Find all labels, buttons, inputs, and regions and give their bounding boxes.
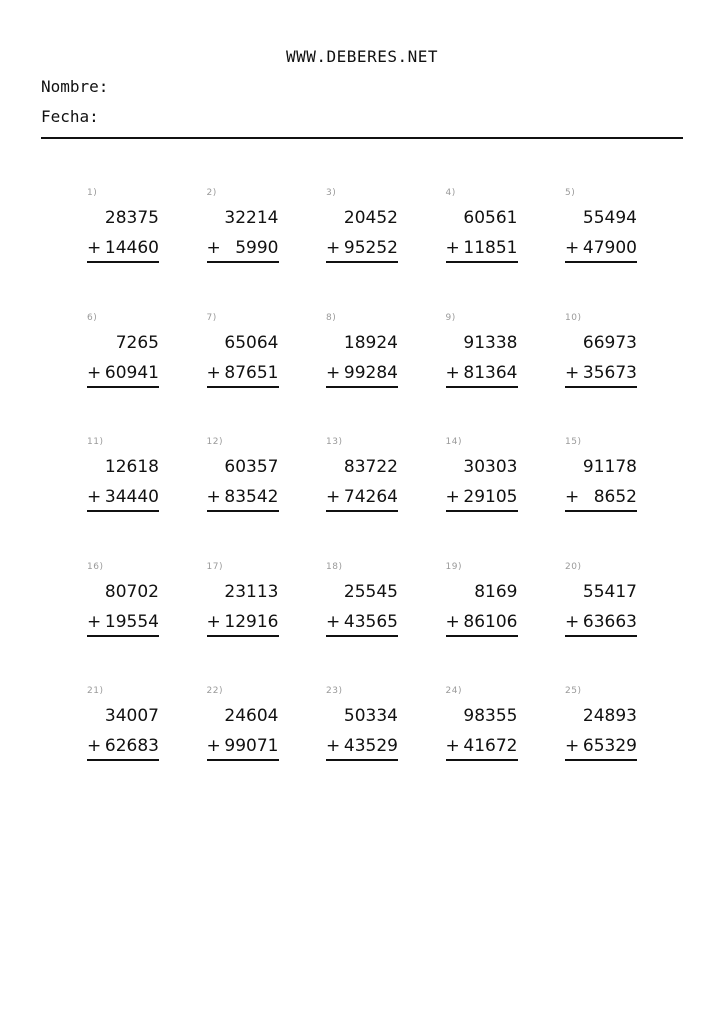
addition-problem bbox=[326, 313, 398, 393]
addition-problem bbox=[565, 562, 637, 642]
second-addend-row bbox=[565, 238, 637, 258]
sum-line bbox=[87, 386, 159, 388]
first-addend: 50334 bbox=[343, 706, 398, 726]
first-addend: 98355 bbox=[463, 706, 518, 726]
plus-sign: + bbox=[565, 611, 580, 632]
second-addend-row bbox=[207, 487, 279, 507]
problem-number: 19) bbox=[445, 561, 462, 572]
problem-number: 25) bbox=[565, 686, 582, 696]
plus-sign: + bbox=[206, 487, 221, 507]
second-addend: 86106 bbox=[463, 611, 518, 632]
problem-number: 9) bbox=[445, 312, 456, 323]
problem-number: 1) bbox=[87, 188, 98, 198]
sum-line bbox=[87, 510, 159, 512]
second-addend-row bbox=[207, 736, 279, 756]
problem-number: 10) bbox=[565, 312, 582, 323]
addition-problem bbox=[207, 188, 279, 268]
second-addend-row bbox=[446, 612, 518, 632]
addition-problem bbox=[87, 188, 159, 268]
first-addend: 83722 bbox=[343, 457, 398, 477]
first-addend: 28375 bbox=[104, 208, 159, 228]
plus-sign: + bbox=[565, 736, 580, 756]
first-addend: 25545 bbox=[343, 581, 398, 602]
second-addend-row bbox=[446, 363, 518, 383]
problem-number: 15) bbox=[565, 437, 582, 447]
first-addend: 8169 bbox=[474, 581, 518, 602]
second-addend: 43529 bbox=[343, 736, 398, 756]
first-addend: 66973 bbox=[582, 332, 637, 353]
first-addend: 7265 bbox=[115, 332, 159, 353]
plus-sign: + bbox=[565, 238, 580, 258]
problem-number: 17) bbox=[206, 561, 223, 572]
sum-line bbox=[326, 386, 398, 388]
second-addend: 43565 bbox=[343, 611, 398, 632]
plus-sign: + bbox=[565, 362, 580, 383]
sum-line bbox=[446, 635, 518, 637]
problem-number: 14) bbox=[445, 437, 462, 447]
sum-line bbox=[87, 635, 159, 637]
first-addend: 34007 bbox=[104, 706, 159, 726]
second-addend: 95252 bbox=[343, 238, 398, 258]
first-addend: 23113 bbox=[224, 581, 279, 602]
first-addend: 91178 bbox=[582, 457, 637, 477]
problem-number: 23) bbox=[326, 686, 343, 696]
addition-problem bbox=[326, 188, 398, 268]
second-addend: 74264 bbox=[343, 487, 398, 507]
problem-number: 4) bbox=[445, 188, 456, 198]
plus-sign: + bbox=[326, 362, 341, 383]
addition-problem bbox=[446, 437, 518, 517]
sum-line bbox=[207, 510, 279, 512]
second-addend: 12916 bbox=[224, 611, 279, 632]
sum-line bbox=[565, 261, 637, 263]
problem-number: 3) bbox=[326, 188, 337, 198]
problem-number: 8) bbox=[326, 312, 337, 323]
second-addend-row bbox=[207, 612, 279, 632]
first-addend: 12618 bbox=[104, 457, 159, 477]
sum-line bbox=[446, 261, 518, 263]
second-addend: 11851 bbox=[463, 238, 518, 258]
addition-problem bbox=[565, 437, 637, 517]
first-addend: 60357 bbox=[224, 457, 279, 477]
plus-sign: + bbox=[565, 487, 580, 507]
second-addend: 87651 bbox=[224, 362, 279, 383]
addition-problem bbox=[446, 562, 518, 642]
problem-number: 5) bbox=[565, 188, 576, 198]
first-addend: 80702 bbox=[104, 581, 159, 602]
second-addend: 63663 bbox=[582, 611, 637, 632]
addition-problem bbox=[565, 188, 637, 268]
problem-number: 6) bbox=[87, 312, 98, 323]
second-addend: 65329 bbox=[582, 736, 637, 756]
header-rule bbox=[41, 137, 683, 139]
plus-sign: + bbox=[206, 611, 221, 632]
name-label: Nombre: bbox=[41, 77, 109, 96]
first-addend: 60561 bbox=[463, 208, 518, 228]
addition-problem bbox=[87, 686, 159, 766]
sum-line bbox=[207, 261, 279, 263]
addition-problem bbox=[565, 686, 637, 766]
addition-problem bbox=[207, 686, 279, 766]
second-addend-row bbox=[565, 363, 637, 383]
second-addend-row bbox=[326, 238, 398, 258]
sum-line bbox=[326, 635, 398, 637]
second-addend: 41672 bbox=[463, 736, 518, 756]
sum-line bbox=[207, 386, 279, 388]
second-addend: 81364 bbox=[463, 362, 518, 383]
first-addend: 20452 bbox=[343, 208, 398, 228]
second-addend-row bbox=[326, 363, 398, 383]
problem-number: 22) bbox=[206, 686, 223, 696]
first-addend: 24604 bbox=[224, 706, 279, 726]
problem-number: 16) bbox=[87, 561, 104, 572]
second-addend: 14460 bbox=[104, 238, 159, 258]
plus-sign: + bbox=[87, 487, 102, 507]
plus-sign: + bbox=[206, 362, 221, 383]
plus-sign: + bbox=[87, 736, 102, 756]
plus-sign: + bbox=[326, 736, 341, 756]
addition-problem bbox=[565, 313, 637, 393]
problem-number: 18) bbox=[326, 561, 343, 572]
first-addend: 24893 bbox=[582, 706, 637, 726]
second-addend: 99071 bbox=[224, 736, 279, 756]
addition-problem bbox=[87, 562, 159, 642]
problem-number: 2) bbox=[206, 188, 217, 198]
sum-line bbox=[565, 510, 637, 512]
second-addend: 60941 bbox=[104, 362, 159, 383]
plus-sign: + bbox=[445, 736, 460, 756]
sum-line bbox=[87, 261, 159, 263]
sum-line bbox=[207, 635, 279, 637]
addition-problem bbox=[326, 686, 398, 766]
first-addend: 32214 bbox=[224, 208, 279, 228]
second-addend: 29105 bbox=[463, 487, 518, 507]
sum-line bbox=[565, 386, 637, 388]
plus-sign: + bbox=[206, 238, 221, 258]
plus-sign: + bbox=[87, 238, 102, 258]
sum-line bbox=[446, 759, 518, 761]
plus-sign: + bbox=[87, 362, 102, 383]
plus-sign: + bbox=[87, 611, 102, 632]
first-addend: 55417 bbox=[582, 581, 637, 602]
addition-problem bbox=[446, 188, 518, 268]
problem-number: 20) bbox=[565, 561, 582, 572]
second-addend-row bbox=[446, 238, 518, 258]
sum-line bbox=[326, 759, 398, 761]
second-addend-row bbox=[326, 487, 398, 507]
problem-number: 24) bbox=[445, 686, 462, 696]
plus-sign: + bbox=[326, 611, 341, 632]
second-addend-row bbox=[565, 736, 637, 756]
second-addend-row bbox=[87, 363, 159, 383]
second-addend-row bbox=[446, 487, 518, 507]
first-addend: 55494 bbox=[582, 208, 637, 228]
second-addend: 8652 bbox=[593, 487, 637, 507]
second-addend: 19554 bbox=[104, 611, 159, 632]
sum-line bbox=[565, 635, 637, 637]
second-addend: 47900 bbox=[582, 238, 637, 258]
sum-line bbox=[207, 759, 279, 761]
problem-number: 13) bbox=[326, 437, 343, 447]
sum-line bbox=[565, 759, 637, 761]
plus-sign: + bbox=[445, 362, 460, 383]
second-addend-row bbox=[87, 487, 159, 507]
second-addend-row bbox=[446, 736, 518, 756]
second-addend-row bbox=[326, 612, 398, 632]
second-addend: 83542 bbox=[224, 487, 279, 507]
addition-problem bbox=[446, 686, 518, 766]
addition-problem bbox=[326, 437, 398, 517]
second-addend-row bbox=[207, 363, 279, 383]
date-label: Fecha: bbox=[41, 107, 99, 126]
plus-sign: + bbox=[445, 238, 460, 258]
sum-line bbox=[87, 759, 159, 761]
addition-problem bbox=[207, 313, 279, 393]
second-addend: 62683 bbox=[104, 736, 159, 756]
second-addend-row bbox=[87, 612, 159, 632]
first-addend: 65064 bbox=[224, 332, 279, 353]
second-addend-row bbox=[87, 238, 159, 258]
addition-problem bbox=[207, 562, 279, 642]
plus-sign: + bbox=[206, 736, 221, 756]
problem-number: 21) bbox=[87, 686, 104, 696]
plus-sign: + bbox=[445, 611, 460, 632]
addition-problem bbox=[87, 313, 159, 393]
plus-sign: + bbox=[326, 487, 341, 507]
sum-line bbox=[326, 261, 398, 263]
site-header: WWW.DEBERES.NET bbox=[286, 47, 438, 66]
second-addend: 99284 bbox=[343, 362, 398, 383]
sum-line bbox=[446, 510, 518, 512]
problem-number: 7) bbox=[206, 312, 217, 323]
problem-number: 12) bbox=[206, 437, 223, 447]
problems-grid bbox=[87, 188, 647, 811]
problem-number: 11) bbox=[87, 437, 104, 447]
plus-sign: + bbox=[445, 487, 460, 507]
addition-problem bbox=[207, 437, 279, 517]
first-addend: 18924 bbox=[343, 332, 398, 353]
sum-line bbox=[446, 386, 518, 388]
sum-line bbox=[326, 510, 398, 512]
second-addend: 35673 bbox=[582, 362, 637, 383]
second-addend-row bbox=[565, 612, 637, 632]
second-addend-row bbox=[326, 736, 398, 756]
addition-problem bbox=[87, 437, 159, 517]
first-addend: 91338 bbox=[463, 332, 518, 353]
second-addend-row bbox=[565, 487, 637, 507]
first-addend: 30303 bbox=[463, 457, 518, 477]
second-addend: 34440 bbox=[104, 487, 159, 507]
second-addend-row bbox=[87, 736, 159, 756]
addition-problem bbox=[446, 313, 518, 393]
second-addend-row bbox=[207, 238, 279, 258]
addition-problem bbox=[326, 562, 398, 642]
plus-sign: + bbox=[326, 238, 341, 258]
second-addend: 5990 bbox=[235, 238, 279, 258]
